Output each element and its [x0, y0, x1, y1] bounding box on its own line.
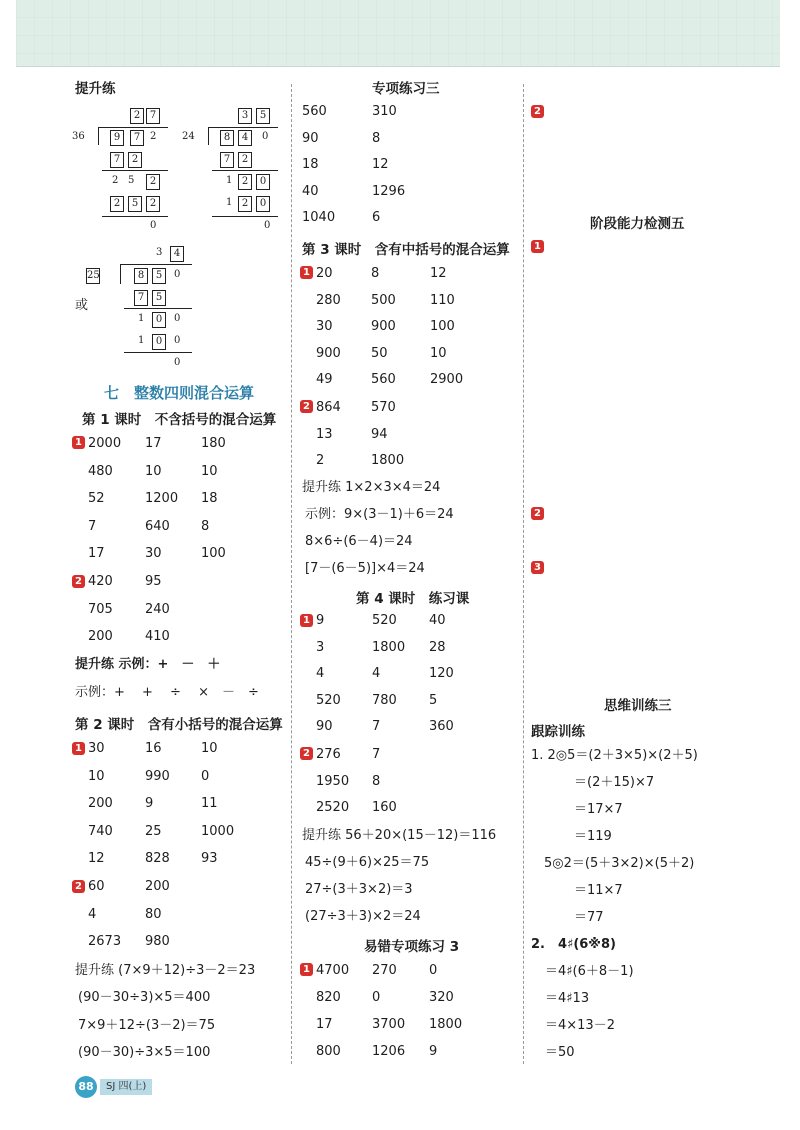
digit-box: 2	[128, 152, 142, 168]
subtract-line	[124, 352, 192, 353]
answer-value: 10	[430, 345, 447, 361]
answer-value: 30	[316, 319, 333, 335]
question-marker-2: 2	[531, 507, 544, 520]
answer-value: 500	[371, 292, 396, 308]
division-bracket	[98, 127, 99, 145]
answer-value: 1296	[372, 183, 406, 199]
equation-line: (90－30)÷3×5＝100	[78, 1045, 211, 1060]
equation-line: 5◎2＝(5＋3×2)×(5＋2)	[544, 856, 695, 871]
answer-value: 9	[316, 613, 325, 628]
answer-value: 110	[430, 292, 455, 308]
answer-value: 200	[145, 879, 170, 894]
chapter-title: 七 整数四则混合运算	[104, 384, 255, 402]
answer-value: 780	[372, 692, 397, 708]
answer-value: 560	[302, 104, 327, 119]
question-marker-2: 2	[300, 400, 313, 413]
answer-value: 320	[429, 990, 454, 1005]
answer-value: 2000	[88, 436, 122, 451]
digit: 0	[262, 131, 269, 142]
equation-line: ＝119	[574, 829, 612, 844]
answer-value: 13	[316, 426, 333, 442]
answer-value: 2673	[88, 934, 122, 950]
division-bar	[208, 127, 278, 128]
division-bracket	[120, 264, 121, 284]
column-divider	[523, 84, 524, 1064]
equation-line: [7－(6－5)]×4＝24	[305, 561, 425, 576]
or-label: 或	[75, 298, 89, 313]
page-number: 88	[75, 1076, 97, 1098]
equation-line: (27÷3＋3)×2＝24	[305, 909, 421, 924]
answer-value: 420	[88, 574, 113, 589]
answer-value: 17	[145, 436, 162, 451]
equation-line: ＝17×7	[574, 802, 623, 817]
answer-value: 20	[316, 266, 333, 281]
lesson-title: 第 1 课时 不含括号的混合运算	[82, 412, 277, 428]
question-marker-2: 2	[72, 880, 85, 893]
answer-value: 11	[201, 796, 218, 812]
answer-value: 5	[429, 692, 438, 708]
question-marker-2: 2	[531, 105, 544, 118]
answer-value: 980	[145, 934, 170, 950]
answer-value: 280	[316, 292, 341, 308]
divisor-digit: 36	[72, 131, 85, 142]
tisheng-heading: 提升练	[75, 81, 116, 97]
digit-box: 7	[134, 290, 148, 306]
answer-value: 900	[371, 319, 396, 335]
digit-box: 2	[146, 174, 160, 190]
question-marker-3: 3	[531, 561, 544, 574]
digit-box: 2	[146, 196, 160, 212]
equation-line: ＝77	[574, 910, 604, 925]
answer-value: 2900	[430, 372, 464, 388]
answer-value: 12	[88, 851, 105, 867]
answer-value: 49	[316, 372, 333, 388]
equation-line: ＝4♯13	[545, 991, 590, 1006]
answer-value: 12	[430, 266, 447, 281]
section-title: 易错专项练习 3	[364, 939, 460, 955]
digit-box: 2	[130, 108, 144, 124]
answer-value: 1000	[201, 823, 235, 839]
question-marker-1: 1	[72, 436, 85, 449]
answer-value: 560	[371, 372, 396, 388]
answer-value: 10	[201, 463, 218, 479]
section-title: 专项练习三	[372, 81, 440, 97]
answer-value: 10	[145, 463, 162, 479]
question-marker-1: 1	[300, 963, 313, 976]
equation-line: (90－30÷3)×5＝400	[78, 990, 211, 1005]
equation-line: 45÷(9＋6)×25＝75	[305, 855, 430, 870]
answer-value: 240	[145, 601, 170, 617]
subsection-title: 跟踪训练	[531, 724, 585, 740]
lesson-title: 第 2 课时 含有小括号的混合运算	[75, 717, 283, 733]
answer-value: 4	[88, 906, 97, 922]
answer-value: 705	[88, 601, 113, 617]
answer-value: 310	[372, 104, 397, 119]
digit-box: 7	[146, 108, 160, 124]
answer-value: 276	[316, 747, 341, 762]
divisor-digit: 24	[182, 131, 195, 142]
digit: 0	[174, 335, 181, 346]
answer-value: 40	[429, 613, 446, 628]
section-title: 思维训练三	[604, 698, 672, 714]
section-title: 阶段能力检测五	[590, 216, 685, 232]
answer-value: 80	[145, 906, 162, 922]
remainder: 0	[264, 220, 271, 231]
answer-value: 1800	[371, 453, 405, 469]
answer-value: 4	[372, 666, 381, 682]
answer-value: 820	[316, 990, 341, 1005]
answer-value: 16	[145, 741, 162, 756]
digit-box: 4	[170, 246, 184, 262]
answer-value: 6	[372, 210, 381, 226]
subtract-line	[102, 170, 168, 171]
answer-value: 828	[145, 851, 170, 867]
digit-box: 0	[152, 334, 166, 350]
answer-value: 12	[372, 157, 389, 173]
answer-value: 0	[201, 768, 210, 784]
answer-value: 40	[302, 183, 319, 199]
answer-value: 520	[372, 613, 397, 628]
digit: 1	[226, 197, 233, 208]
answer-value: 7	[372, 747, 381, 762]
digit: 5	[128, 175, 135, 186]
subtract-line	[212, 170, 278, 171]
answer-value: 864	[316, 400, 341, 415]
answer-value: 410	[145, 629, 170, 645]
digit-box: 5	[256, 108, 270, 124]
answer-value: 1800	[429, 1017, 463, 1032]
digit: 0	[174, 313, 181, 324]
answer-value: 3700	[372, 1017, 406, 1032]
answer-value: 0	[429, 963, 438, 978]
book-tag: SJ 四(上)	[100, 1079, 152, 1095]
question-marker-2: 2	[300, 747, 313, 760]
answer-value: 4700	[316, 963, 350, 978]
answer-value: 160	[372, 800, 397, 816]
column-divider	[291, 84, 292, 1064]
division-bar	[120, 264, 192, 265]
question-marker-1: 1	[300, 266, 313, 279]
equation-line: 27÷(3＋3×2)＝3	[305, 882, 413, 897]
answer-value: 94	[371, 426, 388, 442]
answer-value: 60	[88, 879, 105, 894]
answer-value: 270	[372, 963, 397, 978]
answer-value: 9	[145, 796, 154, 812]
tisheng-line: 提升练 (7×9＋12)÷3－2＝23	[75, 963, 256, 978]
lesson-title: 第 3 课时 含有中括号的混合运算	[302, 242, 510, 258]
remainder: 0	[150, 220, 157, 231]
answer-value: 900	[316, 345, 341, 361]
answer-value: 90	[302, 130, 319, 146]
answer-value: 10	[201, 741, 218, 756]
digit: 1	[138, 313, 145, 324]
answer-value: 30	[145, 546, 162, 562]
answer-value: 1950	[316, 773, 350, 789]
answer-value: 9	[429, 1044, 438, 1059]
example-line: 示例：+ + ÷ × － ÷	[75, 685, 259, 700]
answer-value: 570	[371, 400, 396, 415]
subtract-line	[124, 308, 192, 309]
digit-box: 2	[110, 196, 124, 212]
digit-box: 25	[86, 268, 100, 284]
equation-line: ＝50	[545, 1045, 575, 1060]
digit: 1	[226, 175, 233, 186]
answer-value: 10	[88, 768, 105, 784]
answer-value: 200	[88, 629, 113, 645]
answer-value: 800	[316, 1044, 341, 1059]
digit-box: 0	[256, 196, 270, 212]
answer-value: 8	[201, 518, 210, 534]
equation-line: ＝11×7	[574, 883, 623, 898]
answer-value: 52	[88, 491, 105, 507]
answer-value: 520	[316, 692, 341, 708]
answer-value: 95	[145, 574, 162, 589]
answer-value: 17	[316, 1017, 333, 1032]
answer-value: 480	[88, 463, 113, 479]
equation-line: ＝4×13－2	[545, 1018, 615, 1033]
answer-value: 25	[145, 823, 162, 839]
answer-value: 2520	[316, 800, 350, 816]
answer-value: 4	[316, 666, 325, 682]
digit-box: 9	[110, 130, 124, 146]
answer-value: 7	[88, 518, 97, 534]
digit: 0	[174, 269, 181, 280]
division-bar	[98, 127, 168, 128]
answer-value: 1206	[372, 1044, 406, 1059]
question-marker-2: 2	[72, 575, 85, 588]
answer-value: 1200	[145, 491, 179, 507]
division-bracket	[208, 127, 209, 145]
answer-value: 8	[372, 773, 381, 789]
digit-box: 2	[238, 152, 252, 168]
digit-box: 7	[130, 130, 144, 146]
digit-box: 5	[152, 290, 166, 306]
digit: 1	[138, 335, 145, 346]
answer-value: 180	[201, 436, 226, 451]
answer-value: 17	[88, 546, 105, 562]
question-marker-1: 1	[300, 614, 313, 627]
digit: 2	[112, 175, 119, 186]
answer-value: 50	[371, 345, 388, 361]
answer-value: 7	[372, 719, 381, 735]
question-marker-1: 1	[531, 240, 544, 253]
answer-value: 8	[372, 130, 381, 146]
digit-box: 7	[220, 152, 234, 168]
equation-line: 2. 4♯(6※8)	[531, 937, 616, 952]
subtract-line	[212, 216, 278, 217]
digit-box: 5	[128, 196, 142, 212]
equation-line: ＝(2＋15)×7	[574, 775, 655, 790]
top-banner	[16, 0, 780, 67]
question-marker-1: 1	[72, 742, 85, 755]
digit-box: 3	[238, 108, 252, 124]
digit-box: 4	[238, 130, 252, 146]
equation-line: 8×6÷(6－4)＝24	[305, 534, 413, 549]
digit-box: 5	[152, 268, 166, 284]
digit: 3	[156, 247, 163, 258]
answer-value: 100	[430, 319, 455, 335]
answer-value: 93	[201, 851, 218, 867]
answer-value: 1040	[302, 210, 336, 226]
subtract-line	[102, 216, 168, 217]
answer-value: 28	[429, 639, 446, 655]
answer-value: 990	[145, 768, 170, 784]
digit-box: 0	[152, 312, 166, 328]
answer-value: 3	[316, 639, 325, 655]
answer-value: 1800	[372, 639, 406, 655]
answer-value: 740	[88, 823, 113, 839]
answer-value: 8	[371, 266, 380, 281]
equation-line: 1. 2◎5＝(2＋3×5)×(2＋5)	[531, 748, 698, 763]
remainder: 0	[174, 357, 181, 368]
equation-line: 示例：9×(3－1)＋6＝24	[305, 507, 454, 522]
answer-value: 640	[145, 518, 170, 534]
answer-value: 0	[372, 990, 381, 1005]
digit-box: 8	[220, 130, 234, 146]
answer-value: 30	[88, 741, 105, 756]
digit-box: 7	[110, 152, 124, 168]
equation-line: ＝4♯(6＋8－1)	[545, 964, 634, 979]
tisheng-line: 提升练 示例：+ － ＋	[75, 657, 221, 672]
digit-box: 0	[256, 174, 270, 190]
answer-value: 100	[201, 546, 226, 562]
answer-value: 18	[302, 157, 319, 173]
answer-value: 120	[429, 666, 454, 682]
tisheng-line: 提升练 1×2×3×4＝24	[302, 480, 441, 495]
digit-box: 2	[238, 196, 252, 212]
equation-line: 7×9＋12÷(3－2)＝75	[78, 1018, 216, 1033]
answer-value: 360	[429, 719, 454, 735]
answer-value: 200	[88, 796, 113, 812]
answer-value: 90	[316, 719, 333, 735]
lesson-title: 第 4 课时 练习课	[356, 591, 470, 607]
digit-box: 2	[238, 174, 252, 190]
answer-value: 2	[316, 453, 325, 469]
tisheng-line: 提升练 56＋20×(15－12)＝116	[302, 828, 497, 843]
digit-box: 8	[134, 268, 148, 284]
digit: 2	[150, 131, 157, 142]
answer-value: 18	[201, 491, 218, 507]
